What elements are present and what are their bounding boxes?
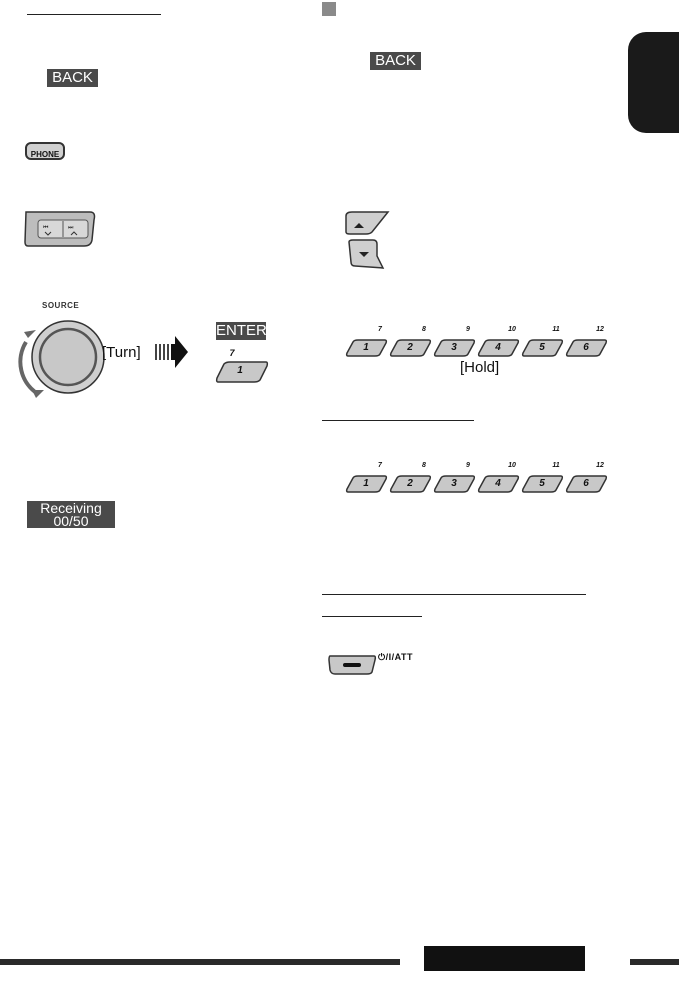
hold-preset-sub-3: 9 bbox=[466, 326, 470, 333]
power-att-label: ⏻/I/ATT bbox=[378, 652, 413, 662]
heading-underline-preset bbox=[322, 420, 474, 421]
hold-preset-sub-2: 8 bbox=[422, 326, 426, 333]
receiving-display-line1: Receiving bbox=[40, 500, 102, 516]
language-tab bbox=[628, 32, 679, 133]
receiving-display-line2: 00/50 bbox=[53, 513, 89, 529]
select-preset-number-1: 1 bbox=[363, 478, 369, 489]
phone-button-label: PHONE bbox=[30, 150, 60, 159]
svg-text:⏭: ⏭ bbox=[68, 224, 74, 231]
phone-button[interactable] bbox=[25, 142, 65, 160]
select-preset-number-6: 6 bbox=[583, 478, 589, 489]
hold-preset-sub-4: 10 bbox=[508, 326, 516, 333]
svg-text:⏮: ⏮ bbox=[43, 224, 49, 231]
back-button-left[interactable]: BACK bbox=[47, 69, 98, 87]
hold-preset-sub-1: 7 bbox=[378, 326, 382, 333]
skip-buttons-control[interactable] bbox=[24, 210, 96, 248]
preset-one-number: 1 bbox=[237, 365, 243, 376]
select-preset-sub-2: 8 bbox=[422, 462, 426, 469]
section-marker-square bbox=[322, 2, 336, 16]
preset-one-sub-number: 7 bbox=[229, 348, 235, 358]
preset-row-select bbox=[344, 462, 614, 496]
heading-underline-long bbox=[322, 594, 586, 595]
heading-underline-top-left bbox=[27, 14, 161, 15]
footer-bar-left bbox=[0, 959, 400, 965]
footer-page-tab bbox=[424, 946, 585, 971]
select-preset-sub-5: 11 bbox=[552, 462, 560, 469]
hold-preset-number-2: 2 bbox=[407, 342, 413, 353]
hold-preset-number-3: 3 bbox=[451, 342, 457, 353]
up-arrow-button[interactable] bbox=[344, 210, 392, 236]
down-arrow-button[interactable] bbox=[347, 238, 387, 272]
select-preset-number-4: 4 bbox=[495, 478, 501, 489]
select-preset-number-3: 3 bbox=[451, 478, 457, 489]
footer-bar-right bbox=[630, 959, 679, 965]
source-label: SOURCE bbox=[42, 301, 80, 310]
select-preset-sub-6: 12 bbox=[596, 462, 604, 469]
hold-preset-sub-6: 12 bbox=[596, 326, 604, 333]
select-preset-sub-4: 10 bbox=[508, 462, 516, 469]
hold-caption: [Hold] bbox=[460, 359, 500, 376]
receiving-display bbox=[27, 501, 115, 528]
arrow-right-icon bbox=[155, 334, 189, 370]
select-preset-number-2: 2 bbox=[407, 478, 413, 489]
hold-preset-number-5: 5 bbox=[539, 342, 545, 353]
source-knob[interactable] bbox=[16, 312, 106, 402]
power-att-button[interactable] bbox=[327, 654, 377, 676]
enter-label: ENTER bbox=[216, 322, 267, 339]
hold-preset-number-6: 6 bbox=[583, 342, 589, 353]
select-preset-sub-3: 9 bbox=[466, 462, 470, 469]
back-button-right[interactable]: BACK bbox=[370, 52, 421, 70]
preset-row-hold bbox=[344, 326, 614, 360]
select-preset-sub-1: 7 bbox=[378, 462, 382, 469]
hold-preset-sub-5: 11 bbox=[552, 326, 560, 333]
select-preset-number-5: 5 bbox=[539, 478, 545, 489]
heading-underline-short bbox=[322, 616, 422, 617]
hold-preset-number-4: 4 bbox=[495, 342, 501, 353]
hold-preset-number-1: 1 bbox=[363, 342, 369, 353]
turn-caption: [Turn] bbox=[102, 344, 141, 361]
